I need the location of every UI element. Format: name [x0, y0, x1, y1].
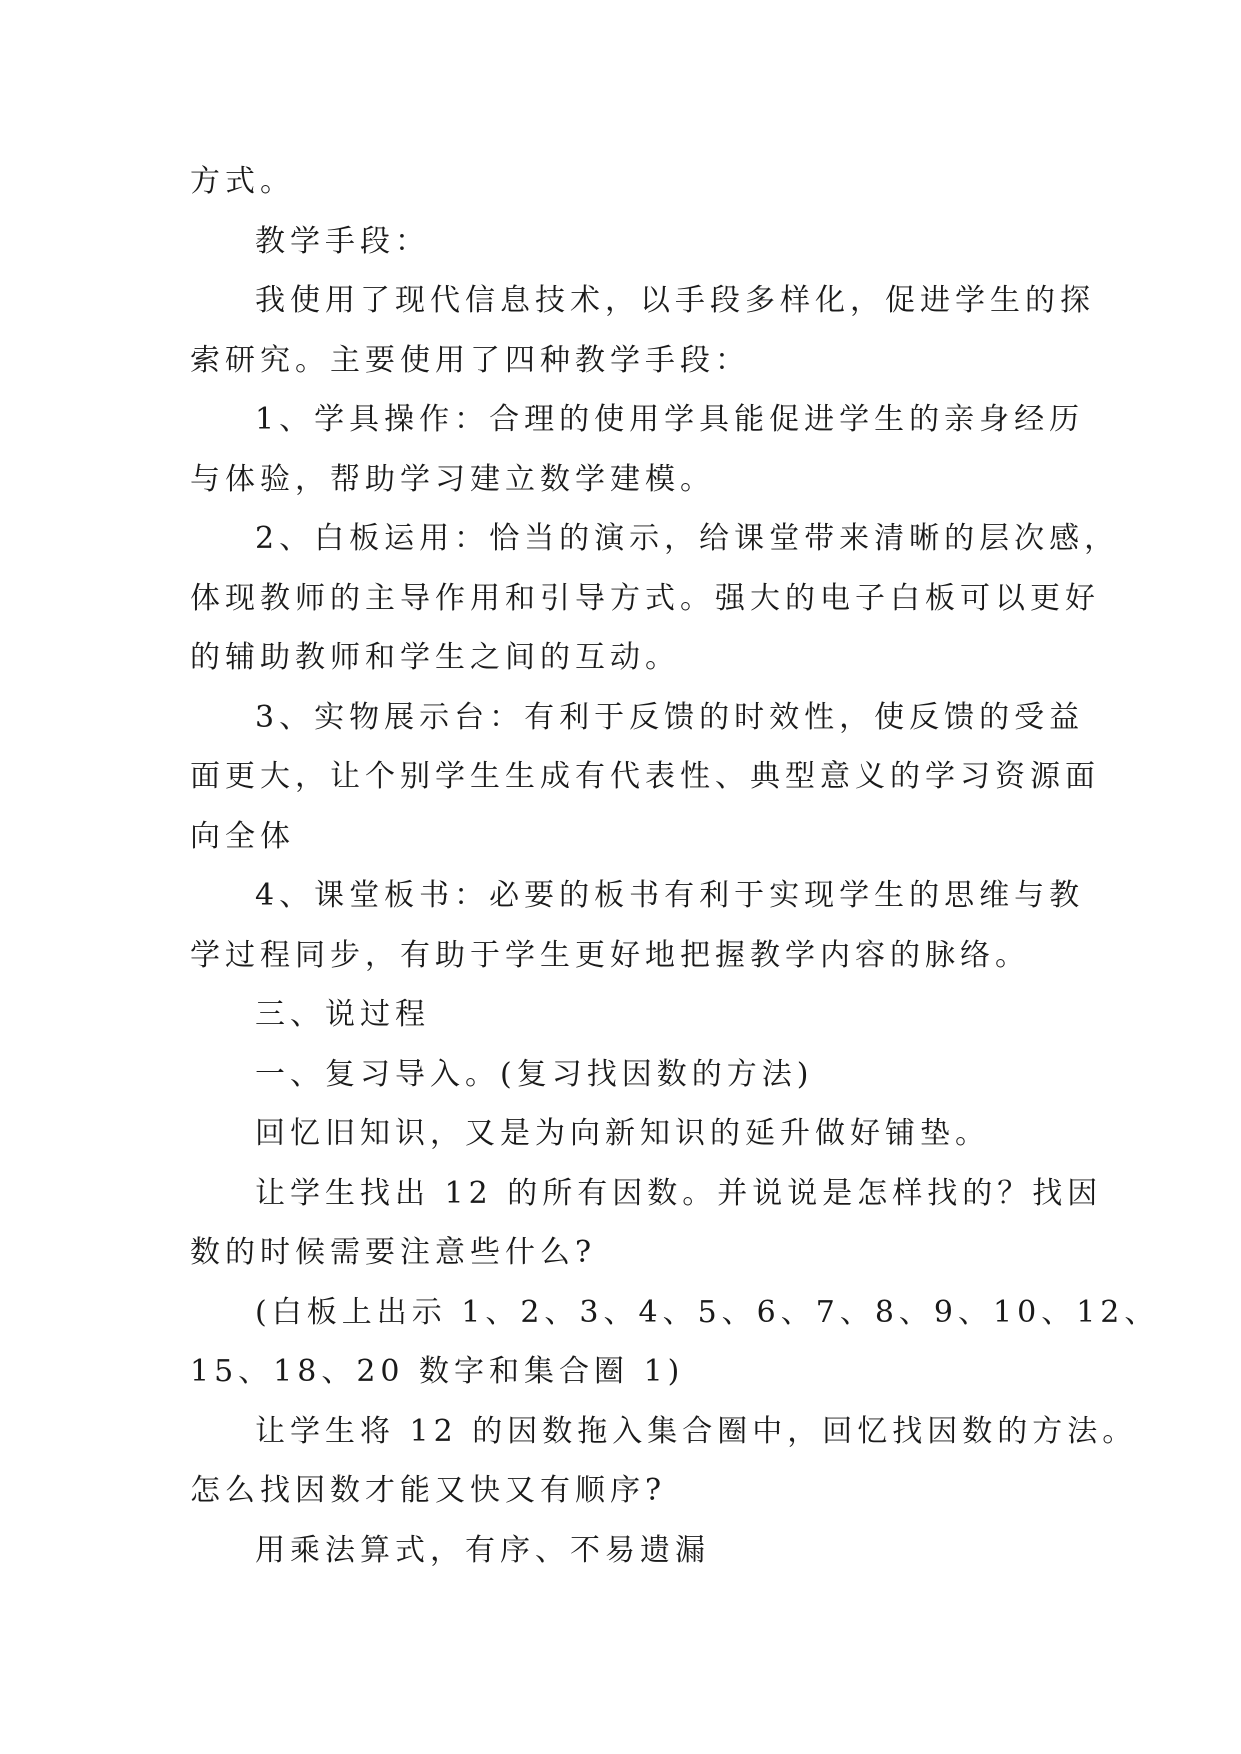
text-line: 学过程同步，有助于学生更好地把握教学内容的脉络。: [190, 937, 1030, 973]
text-line: 索研究。主要使用了四种教学手段：: [190, 342, 750, 378]
text-line: 怎么找因数才能又快又有顺序?: [190, 1473, 667, 1508]
text-line: (白板上出示 1、2、3、4、5、6、7、8、9、10、12、: [255, 1294, 1160, 1330]
text-line: 向全体: [190, 818, 295, 854]
text-line: 我使用了现代信息技术，以手段多样化，促进学生的探: [255, 283, 1095, 318]
text-line: 体现教师的主导作用和引导方式。强大的电子白板可以更好: [190, 580, 1100, 616]
text-line: 2、白板运用：恰当的演示，给课堂带来清晰的层次感，: [255, 521, 1120, 556]
subsection-heading: 一、复习导入。(复习找因数的方法): [255, 1056, 814, 1092]
text-line: 方式。: [190, 164, 295, 199]
body-text: [190, 152, 1160, 1580]
text-line: 数的时候需要注意些什么?: [190, 1235, 597, 1270]
text-line: 教学手段：: [255, 223, 430, 259]
text-line: 与体验，帮助学习建立数学建模。: [190, 461, 715, 497]
text-line: 回忆旧知识，又是为向新知识的延升做好铺垫。: [255, 1116, 990, 1151]
section-heading: 三、说过程: [255, 997, 430, 1032]
text-line: 的辅助教师和学生之间的互动。: [190, 640, 680, 675]
text-line: 让学生找出 12 的所有因数。并说说是怎样找的？找因: [255, 1175, 1103, 1211]
text-line: 3、实物展示台：有利于反馈的时效性，使反馈的受益: [255, 699, 1085, 735]
text-line: 面更大，让个别学生生成有代表性、典型意义的学习资源面: [190, 759, 1100, 794]
text-line: 4、课堂板书：必要的板书有利于实现学生的思维与教: [255, 878, 1085, 913]
text-line: 15、18、20 数字和集合圈 1): [190, 1354, 685, 1389]
text-line: 用乘法算式，有序、不易遗漏: [255, 1532, 710, 1568]
text-line: 让学生将 12 的因数拖入集合圈中，回忆找因数的方法。: [255, 1413, 1138, 1449]
text-line: 1、学具操作：合理的使用学具能促进学生的亲身经历: [255, 402, 1085, 437]
